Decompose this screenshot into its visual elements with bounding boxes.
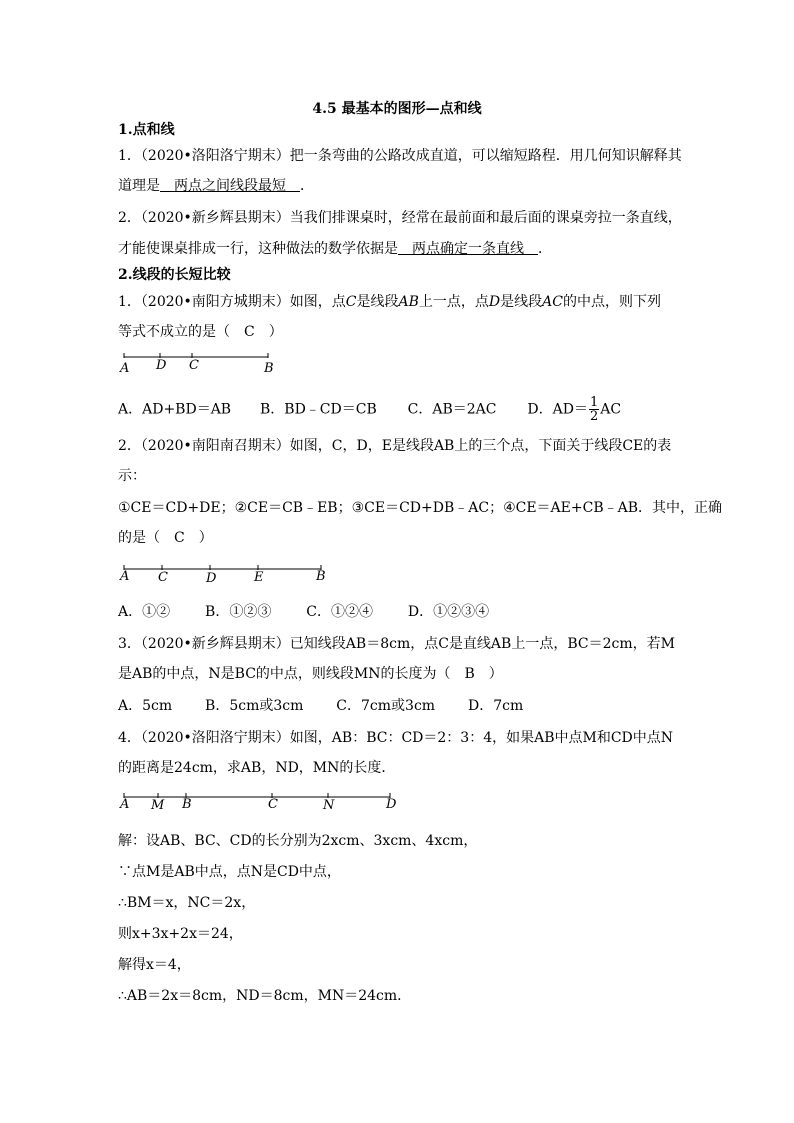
- p2-line-2: 示：: [118, 468, 146, 484]
- p3-option-a: A．5cm: [118, 698, 173, 714]
- p1-text-5: 的中点，则下列: [562, 294, 661, 310]
- section-heading-points-lines: 1.点和线: [118, 122, 175, 138]
- solution-line-1: 解：设AB、BC、CD的长分别为2xcm、3xcm、4xcm，: [118, 833, 478, 849]
- p2-option-b: B．①②③: [205, 604, 272, 620]
- q1-line-2: [118, 176, 314, 196]
- p3-option-d: D．7cm: [467, 698, 524, 714]
- point-label-c: C: [189, 358, 199, 373]
- point-label-m: M: [151, 798, 165, 813]
- point-label-c: C: [158, 570, 168, 585]
- point-label-a: A: [120, 569, 130, 584]
- p1-var-c: C: [345, 294, 357, 310]
- point-label-a: A: [120, 361, 130, 376]
- q1-line-1: 1．（2020•洛阳洛宁期末）把一条弯曲的公路改成直道，可以缩短路程．用几何知识解释其: [118, 148, 682, 164]
- q1-answer: 两点之间线段最短: [160, 178, 300, 194]
- p1-option-a: A．AD+BD＝AB: [118, 401, 232, 418]
- p3-line-2: 是AB的中点，N是BC的中点，则线段MN的长度为（ B ）: [118, 666, 503, 682]
- point-label-n: N: [323, 798, 335, 813]
- p1-text-3: 上一点，点: [418, 294, 489, 310]
- point-label-e: E: [254, 570, 264, 585]
- p2-options: [118, 602, 489, 622]
- point-label-c: C: [268, 797, 278, 812]
- point-label-b: B: [316, 569, 326, 584]
- section-heading-segment-comparison: 2.线段的长短比较: [118, 267, 231, 283]
- fraction-denominator: 2: [589, 409, 599, 424]
- p1-option-d: D．AD＝: [527, 401, 588, 418]
- q2-line-1: 2．（2020•新乡辉县期末）当我们排课桌时，经常在最前面和最后面的课桌旁拉一条直线，: [118, 210, 682, 226]
- q2-answer: 两点确定一条直线: [398, 241, 538, 257]
- segment-figure-3: [118, 791, 408, 821]
- page-title: 4.5 最基本的图形—点和线: [312, 101, 482, 117]
- p2-option-a: A．①②: [118, 604, 171, 620]
- fraction-numerator: 1: [589, 395, 599, 410]
- p1-text-1: 1．（2020•南阳方城期末）如图，点: [118, 294, 346, 310]
- p1-var-ac: AC: [542, 294, 563, 310]
- p4-line-1: 4．（2020•洛阳洛宁期末）如图，AB：BC：CD＝2：3：4，如果AB中点M和CD中点N: [118, 730, 674, 746]
- p2-line-1: 2．（2020•南阳南召期末）如图，C，D，E是线段AB上的三个点，下面关于线段CE的表: [118, 438, 672, 454]
- p1-var-d: D: [488, 294, 501, 310]
- p3-option-b: B．5cm或3cm: [205, 698, 304, 714]
- q2-line-2: [118, 239, 552, 259]
- point-label-a: A: [120, 797, 130, 812]
- solution-line-4: 则x+3x+2x＝24，: [118, 926, 243, 942]
- p1-option-b: B．BD﹣CD＝CB: [260, 401, 377, 418]
- segment-figure-1: [118, 350, 288, 380]
- p1-option-d-end: AC: [600, 401, 622, 418]
- q2-end: ．: [538, 241, 552, 257]
- solution-line-5: 解得x＝4，: [118, 957, 191, 973]
- solution-line-6: ∴AB＝2x＝8cm，ND＝8cm，MN＝24cm．: [118, 988, 412, 1004]
- point-label-b: B: [264, 361, 274, 376]
- solution-line-3: ∴BM＝x，NC＝2x，: [118, 895, 256, 911]
- point-label-d: D: [206, 571, 217, 586]
- p1-text-4: 是线段: [500, 294, 543, 310]
- point-label-b: B: [182, 797, 192, 812]
- p4-line-2: 的距离是24cm，求AB，ND，MN的长度．: [118, 760, 396, 776]
- point-label-d: D: [156, 358, 167, 373]
- p3-options: [118, 696, 523, 716]
- p1-line-1: [118, 292, 661, 312]
- p2-option-c: C．①②④: [306, 604, 373, 620]
- p1-options: [118, 396, 621, 423]
- p1-option-c: C．AB＝2AC: [407, 401, 497, 418]
- p1-line-2: 等式不成立的是（ C ）: [118, 324, 283, 340]
- segment-figure-2-svg: [118, 563, 338, 593]
- point-label-d: D: [386, 797, 397, 812]
- p2-option-d: D．①②③④: [407, 604, 490, 620]
- p3-option-c: C．7cm或3cm: [336, 698, 436, 714]
- q1-end: ．: [300, 178, 314, 194]
- q2-text: 才能使课桌排成一行，这种做法的数学依据是: [118, 241, 398, 257]
- fraction-one-half: [589, 396, 599, 423]
- solution-line-2: ∵点M是AB中点，点N是CD中点，: [118, 864, 341, 880]
- segment-figure-2: [118, 563, 338, 593]
- q1-text: 道理是: [118, 178, 160, 194]
- p2-line-3: ①CE＝CD+DE；②CE＝CB﹣EB；③CE＝CD+DB﹣AC；④CE＝AE+CB﹣AB．其中，正确: [118, 500, 723, 516]
- segment-figure-1-svg: [118, 350, 288, 380]
- p2-line-4: 的是（ C ）: [118, 530, 213, 546]
- p1-text-2: 是线段: [356, 294, 399, 310]
- p1-var-ab: AB: [398, 294, 419, 310]
- p3-line-1: 3．（2020•新乡辉县期末）已知线段AB＝8cm，点C是直线AB上一点，BC＝2cm，若M: [118, 636, 675, 652]
